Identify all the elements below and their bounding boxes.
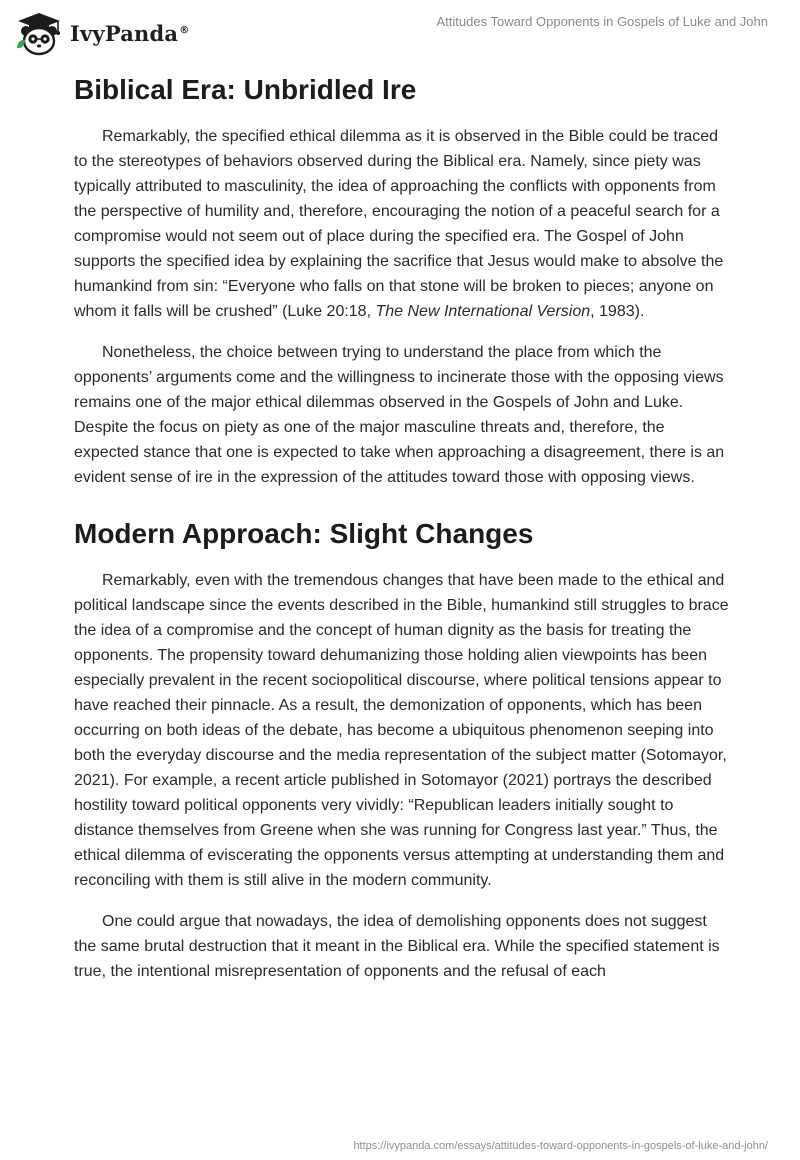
section-heading: Modern Approach: Slight Changes <box>74 518 534 549</box>
paragraph: Remarkably, even with the tremendous changes that have been made to the ethical and political landscape since the events described in the Bible, humankind still struggles to brace the idea of a compromise and the concept of human dignity as the basis for treating the opponents. The propensity toward dehumanizing those holding alien viewpoints has been especially prevalent in the recent sociopolitical discourse, where political tensions appear to have reached their pinnacle. As a result, the demonization of opponents, which has been occurring on both ideas of the debate, has become a ubiquitous phenomenon seeping into both the everyday discourse and the media representation of the subject matter (Sotomayor, 2021). For example, a recent article published in Sotomayor (2021) portrays the described hostility toward political opponents very vividly: “Republican leaders initially sought to distance themselves from Greene when she was running for Congress last year.” Thus, the ethical dilemma of eviscerating the opponents versus attempting at understanding them and reconciling with them is still alive in the modern community. <box>74 572 729 889</box>
source-url[interactable]: https://ivypanda.com/essays/attitudes-toward-opponents-in-gospels-of-luke-and-john/ <box>353 1140 768 1152</box>
page-header <box>0 0 800 64</box>
paragraph-text-end: , 1983). <box>590 303 645 320</box>
paragraph: Nonetheless, the choice between trying to understand the place from which the opponents’ arguments come and the willingness to incinerate those with the opposing views remains one of the major ethical dilemmas observed in the Gospels of John and Luke. Despite the focus on piety as one of the major masculine threats and, therefore, the expected stance that one is expected to take when approaching a disagreement, there is an evident sense of ire in the expression of the attitudes toward those with opposing views. <box>74 344 725 486</box>
ivypanda-logo[interactable] <box>14 10 189 56</box>
essay-body <box>74 68 730 984</box>
logo-wordmark: IvyPanda® <box>70 20 190 46</box>
section-modern-approach <box>74 512 730 984</box>
panda-graduate-icon <box>14 10 64 56</box>
italic-source-title: The New International Version <box>375 303 591 320</box>
registered-mark: ® <box>179 24 190 36</box>
paragraph: One could argue that nowadays, the idea of demolishing opponents does not suggest the same brutal destruction that it meant in the Biblical era. While the specified statement is true, the intentional misrepresentation of opponents and the refusal of each <box>74 913 720 980</box>
running-title: Attitudes Toward Opponents in Gospels of Luke and John <box>436 14 768 29</box>
paragraph-text: Remarkably, the specified ethical dilemma as it is observed in the Bible could be traced to the stereotypes of behaviors observed during the Biblical era. Namely, since piety was typically attributed to masculinity, the idea of approaching the conflicts with opponents from the perspective of humility and, therefore, encouraging the notion of a peaceful search for a compromise would not seem out of place during the specified era. The Gospel of John supports the specified idea by explaining the sacrifice that Jesus would make to absolve the humankind from sin: “Everyone who falls on that stone will be broken to pieces; anyone on whom it falls will be crushed” (Luke 20:18, <box>74 128 724 320</box>
section-heading: Biblical Era: Unbridled Ire <box>74 74 417 105</box>
paragraph <box>74 124 730 324</box>
section-biblical-era <box>74 68 730 490</box>
